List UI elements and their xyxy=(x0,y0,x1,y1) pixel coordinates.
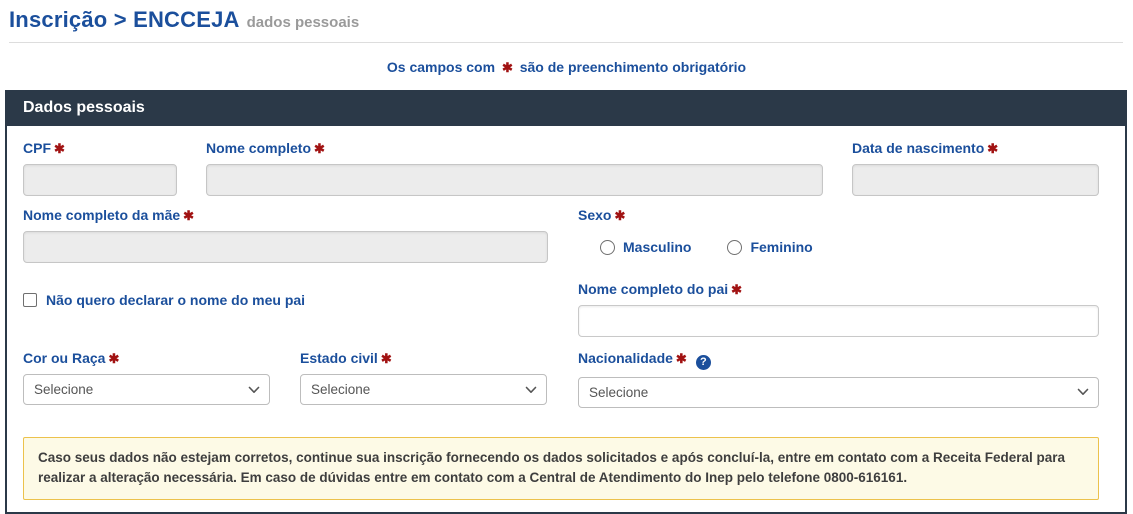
masculino-radio-label: Masculino xyxy=(623,239,692,255)
page-subtitle: dados pessoais xyxy=(246,14,360,31)
page-header xyxy=(0,0,1133,43)
radio-option-masculino[interactable] xyxy=(600,239,691,255)
radio-option-feminino[interactable] xyxy=(727,239,812,255)
row-pai xyxy=(23,281,1099,337)
nome-pai-label: Nome completo do pai ✱ xyxy=(578,281,1099,298)
notice-text-after: são de preenchimento obrigatório xyxy=(519,59,747,75)
feminino-radio-label: Feminino xyxy=(750,239,813,255)
nome-completo-label: Nome completo ✱ xyxy=(206,140,823,157)
required-fields-notice xyxy=(0,59,1133,76)
cor-raca-field-group xyxy=(23,350,270,405)
declarar-pai-label: Não quero declarar o nome do meu pai xyxy=(46,292,306,308)
nome-pai-field-group xyxy=(578,281,1099,337)
nacionalidade-select[interactable] xyxy=(578,377,1099,408)
estado-civil-field-group xyxy=(300,350,547,405)
estado-civil-select-wrap xyxy=(300,374,547,405)
required-asterisk-icon: ✱ xyxy=(108,351,120,366)
panel-header xyxy=(7,92,1125,126)
row-mae-sexo xyxy=(23,207,1099,263)
declarar-pai-checkbox[interactable] xyxy=(23,293,37,307)
panel-title: Dados pessoais xyxy=(23,99,145,116)
estado-civil-select[interactable] xyxy=(300,374,547,405)
estado-civil-label: Estado civil ✱ xyxy=(300,350,547,367)
declarar-pai-group xyxy=(23,281,548,308)
cor-raca-label: Cor ou Raça ✱ xyxy=(23,350,270,367)
nome-completo-field-group xyxy=(206,140,823,196)
nacionalidade-field-group xyxy=(578,350,1099,408)
panel-body xyxy=(7,126,1125,512)
data-nascimento-label: Data de nascimento ✱ xyxy=(852,140,1099,157)
nome-pai-input[interactable] xyxy=(578,305,1099,337)
required-asterisk-icon: ✱ xyxy=(314,141,325,156)
row-identification xyxy=(23,140,1099,196)
cor-raca-select[interactable] xyxy=(23,374,270,405)
cor-raca-select-wrap xyxy=(23,374,270,405)
declarar-pai-checkbox-item[interactable] xyxy=(23,292,548,308)
sexo-field-group xyxy=(578,207,1099,255)
nome-mae-label: Nome completo da mãe ✱ xyxy=(23,207,548,224)
data-nascimento-input xyxy=(852,164,1099,196)
sexo-radio-group xyxy=(578,239,1099,255)
cpf-label: CPF ✱ xyxy=(23,140,177,157)
nome-mae-input xyxy=(23,231,548,263)
nome-completo-input xyxy=(206,164,823,196)
required-asterisk-icon: ✱ xyxy=(675,351,687,366)
data-nascimento-field-group xyxy=(852,140,1099,196)
nacionalidade-select-wrap xyxy=(578,377,1099,408)
cpf-input xyxy=(23,164,177,196)
header-divider xyxy=(9,42,1123,43)
required-asterisk-icon: ✱ xyxy=(501,60,513,75)
required-asterisk-icon: ✱ xyxy=(731,282,743,297)
notice-text-before: Os campos com xyxy=(386,59,496,75)
feminino-radio[interactable] xyxy=(727,240,742,255)
masculino-radio[interactable] xyxy=(600,240,615,255)
required-asterisk-icon: ✱ xyxy=(54,141,65,156)
info-alert xyxy=(23,437,1099,501)
required-asterisk-icon: ✱ xyxy=(380,351,392,366)
required-asterisk-icon: ✱ xyxy=(614,208,626,223)
page-title: Inscrição > ENCCEJA xyxy=(9,7,240,32)
required-asterisk-icon: ✱ xyxy=(987,141,999,156)
info-alert-text: Caso seus dados não estejam corretos, continue sua inscrição fornecendo os dados solicitados e após concluí-la, entre em contato com a Receita Federal para realizar a alteração necessária. Em caso de dúvidas entre em contato com a Central de Atendimento do Inep pelo telefone 0800-616161. xyxy=(38,449,1066,486)
cpf-field-group xyxy=(23,140,177,196)
row-selects xyxy=(23,350,1099,408)
sexo-label: Sexo ✱ xyxy=(578,207,1099,224)
nome-mae-field-group xyxy=(23,207,548,263)
dados-pessoais-panel xyxy=(5,90,1127,514)
required-asterisk-icon: ✱ xyxy=(183,208,195,223)
question-circle-icon[interactable]: ? xyxy=(696,355,711,370)
nacionalidade-label: Nacionalidade ✱ ? xyxy=(578,350,1099,370)
